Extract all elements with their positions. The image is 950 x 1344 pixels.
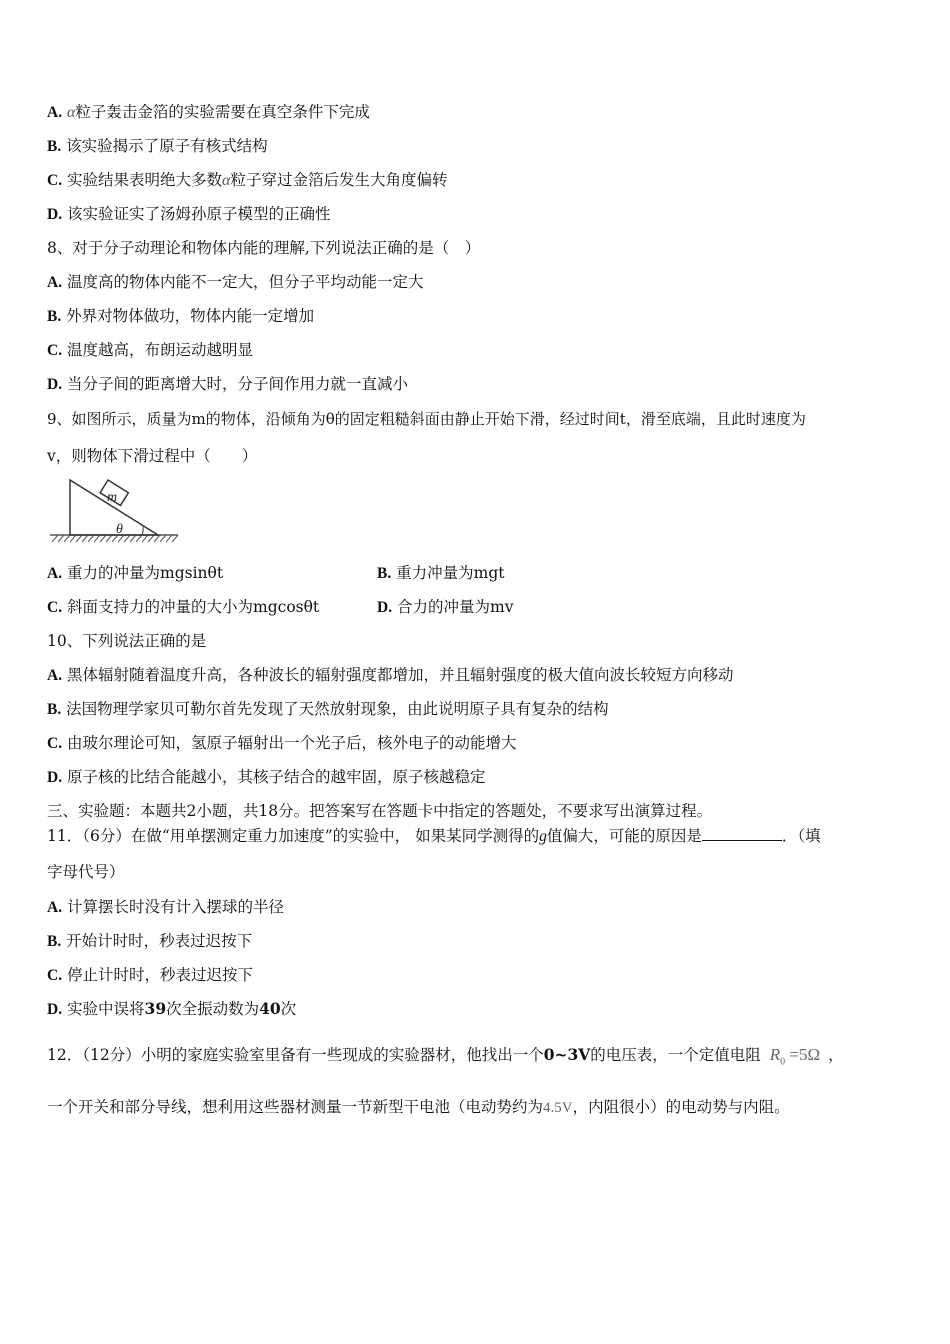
q11-option-a: [47, 897, 284, 918]
q12-stem-line1: [47, 1045, 844, 1072]
voltage-range: 0~3V: [543, 1045, 591, 1064]
stem-text: ．（填: [781, 827, 821, 845]
option-letter: B.: [377, 565, 392, 582]
q10-option-b: [47, 699, 609, 720]
mass-label: m: [107, 490, 118, 505]
option-letter: C.: [47, 342, 63, 359]
resistor-formula: [769, 1045, 821, 1068]
option-letter: B.: [47, 138, 62, 155]
q8-option-d: [47, 374, 408, 395]
alpha-symbol: α: [222, 172, 231, 189]
option-letter: D.: [377, 599, 393, 616]
angle-label: θ: [116, 522, 123, 537]
option-text: 该实验证实了汤姆孙原子模型的正确性: [67, 205, 331, 223]
q7-option-d: [47, 204, 331, 225]
option-text: 黑体辐射随着温度升高，各种波长的辐射强度都增加，并且辐射强度的极大值向波长较短方向移动: [67, 666, 734, 684]
q7-option-a: [47, 102, 370, 123]
q7-option-b: [47, 136, 268, 157]
number: 40: [259, 999, 281, 1018]
stem-text: 11．（6分）在做“用单摆测定重力加速度”的实验中， 如果某同学测得的: [47, 827, 540, 845]
option-letter: D.: [47, 769, 63, 786]
option-text: 斜面支持力的冲量的大小为mgcosθt: [67, 598, 320, 616]
option-text: 法国物理学家贝可勒尔首先发现了天然放射现象，由此说明原子具有复杂的结构: [66, 700, 609, 718]
option-text: 该实验揭示了原子有核式结构: [66, 137, 268, 155]
stem-text: 值偏大，可能的原因是: [546, 827, 702, 845]
option-text: 次: [280, 1000, 297, 1018]
q8-option-a: [47, 272, 424, 293]
option-letter: B.: [47, 701, 62, 718]
stem-text: 12．（12分）小明的家庭实验室里备有一些现成的实验器材，他找出一个: [47, 1046, 544, 1064]
option-text: 原子核的比结合能越小，其核子结合的越牢固，原子核越稳定: [67, 768, 486, 786]
option-letter: C.: [47, 172, 63, 189]
option-text: 粒子轰击金箔的实验需要在真空条件下完成: [75, 103, 370, 121]
number: 39: [144, 999, 167, 1018]
q11-stem-line1: [47, 826, 821, 847]
option-letter: A.: [47, 667, 63, 684]
q11-option-d: [47, 999, 296, 1020]
q11-option-b: [47, 931, 252, 952]
q12-stem-line2: [47, 1097, 790, 1118]
q10-stem: 10、下列说法正确的是: [47, 632, 207, 650]
option-letter: A.: [47, 899, 63, 916]
emf-value: 4.5V: [543, 1100, 573, 1116]
option-text: 计算摆长时没有计入摆球的半径: [67, 898, 285, 916]
option-text: 温度高的物体内能不一定大，但分子平均动能一定大: [67, 273, 424, 291]
option-letter: C.: [47, 599, 63, 616]
option-text: 重力冲量为mgt: [396, 564, 505, 582]
option-letter: C.: [47, 967, 63, 984]
q9-stem-line1: 9、如图所示，质量为m的物体，沿倾角为θ的固定粗糙斜面由静止开始下滑，经过时间t，滑至底端，且此时速度为: [47, 410, 806, 428]
option-text: 合力的冲量为mv: [397, 598, 514, 616]
stem-text: 的电压表，一个定值电阻: [590, 1046, 761, 1064]
g-symbol: g: [539, 828, 547, 845]
option-text: 次全振动数为: [166, 1000, 260, 1018]
q8-option-c: [47, 340, 253, 361]
q8-option-b: [47, 306, 314, 327]
option-letter: D.: [47, 376, 63, 393]
option-text: 当分子间的距离增大时，分子间作用力就一直减小: [67, 375, 409, 393]
option-letter: B.: [47, 933, 62, 950]
q8-stem: 8、对于分子动理论和物体内能的理解,下列说法正确的是（ ）: [47, 239, 481, 257]
resistor-value: =5Ω: [789, 1045, 821, 1064]
answer-blank: [702, 826, 782, 841]
option-text: 实验中误将: [67, 1000, 145, 1018]
section-heading: 三、实验题：本题共2小题，共18分。把答案写在答题卡中指定的答题处，不要求写出演算过程。: [47, 802, 713, 820]
q11-option-c: [47, 965, 253, 986]
q10-option-a: [47, 665, 734, 686]
option-letter: B.: [47, 308, 62, 325]
option-letter: C.: [47, 735, 63, 752]
option-letter: D.: [47, 1001, 63, 1018]
q9-option-b: [377, 563, 505, 584]
stem-text: 一个开关和部分导线，想利用这些器材测量一节新型干电池（电动势约为: [47, 1098, 544, 1116]
q11-stem-line2: 字母代号）: [47, 863, 125, 881]
ground-hatching: [50, 535, 178, 542]
q10-option-c: [47, 733, 517, 754]
option-text: 重力的冲量为mgsinθt: [67, 564, 224, 582]
option-text: 温度越高，布朗运动越明显: [67, 341, 254, 359]
option-letter: D.: [47, 206, 63, 223]
option-text: 粒子穿过金箔后发生大角度偏转: [230, 171, 448, 189]
q9-option-c: [47, 597, 319, 618]
q9-stem-line2: v，则物体下滑过程中（ ）: [47, 447, 258, 465]
option-text: 外界对物体做功，物体内能一定增加: [66, 307, 315, 325]
angle-arc: [142, 527, 143, 535]
option-letter: A.: [47, 274, 63, 291]
q10-option-d: [47, 767, 486, 788]
option-text: 实验结果表明绝大多数: [67, 171, 223, 189]
resistor-symbol: R: [769, 1045, 781, 1064]
q9-option-a: [47, 563, 223, 584]
stem-text: ，: [828, 1046, 844, 1064]
incline-diagram: [48, 476, 183, 546]
option-text: 停止计时时，秒表过迟按下: [67, 966, 254, 984]
option-letter: A.: [47, 565, 63, 582]
resistor-subscript: 0: [780, 1056, 786, 1068]
stem-text: ，内阻很小）的电动势与内阻。: [572, 1098, 790, 1116]
option-text: 开始计时时，秒表过迟按下: [66, 932, 253, 950]
q9-option-d: [377, 597, 513, 618]
option-letter: A.: [47, 104, 63, 121]
alpha-symbol: α: [67, 104, 76, 121]
q7-option-c: [47, 170, 447, 191]
option-text: 由玻尔理论可知，氢原子辐射出一个光子后，核外电子的动能增大: [67, 734, 517, 752]
